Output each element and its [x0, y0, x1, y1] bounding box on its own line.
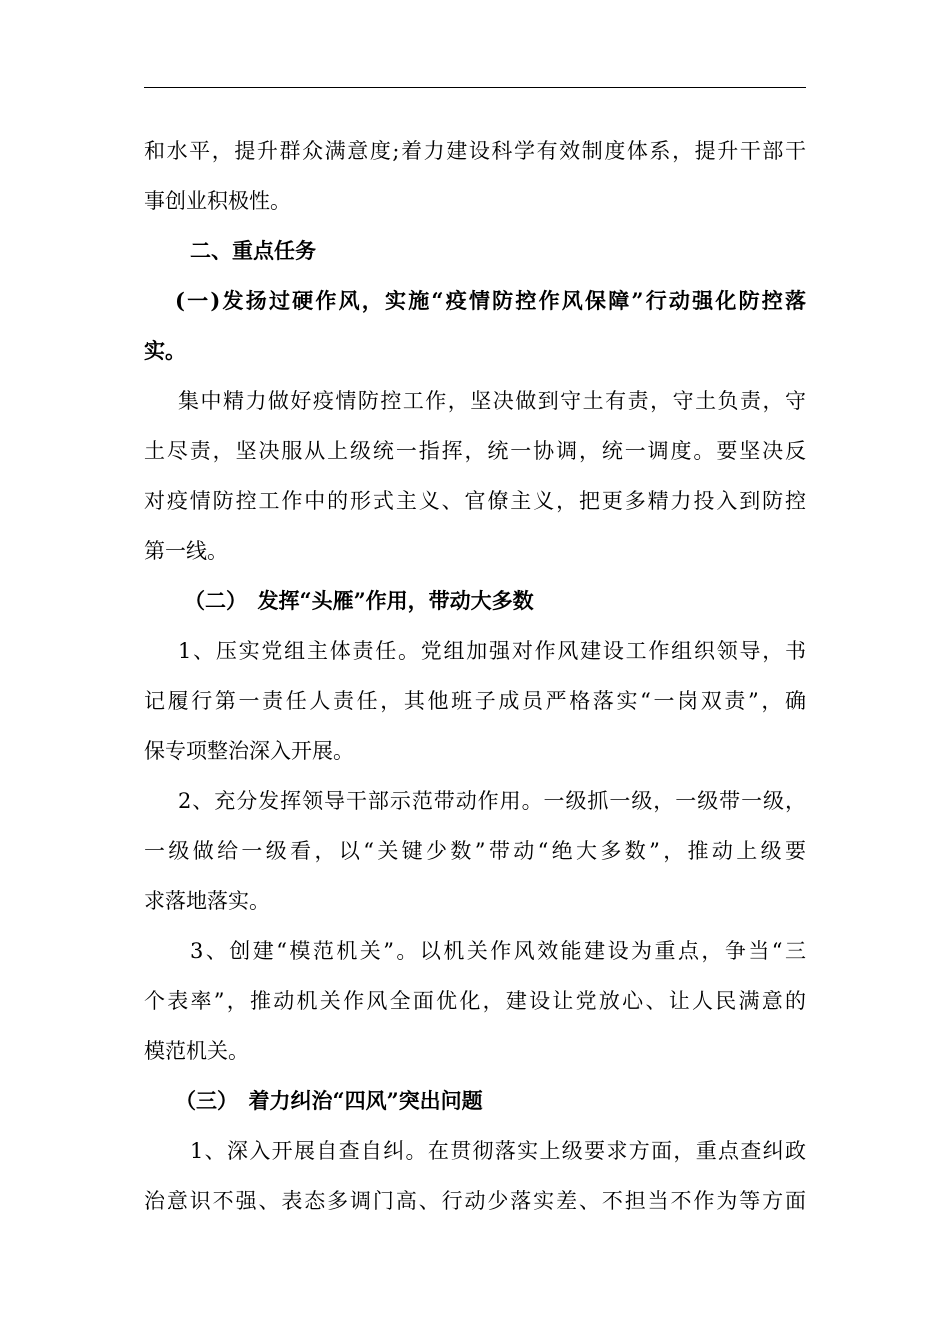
text-line: 集中精力做好疫情防控工作，坚决做到守土有责，守土负责，守 [178, 389, 806, 413]
text-line: 一级做给一级看，以“关键少数”带动“绝大多数”，推动上级要 [144, 839, 806, 863]
document-body [144, 126, 806, 1226]
subsection-heading: （二） 发挥“头雁”作用，带动大多数 [184, 588, 534, 613]
header-rule [144, 87, 806, 88]
text-line: 模范机关。 [144, 1039, 249, 1063]
text-line: 事创业积极性。 [144, 189, 291, 213]
subsection-heading: （三） 着力纠治“四风”突出问题 [175, 1088, 483, 1113]
text-line: 第一线。 [144, 539, 228, 563]
subsection-heading: (一)发扬过硬作风，实施“疫情防控作风保障”行动强化防控落 [175, 288, 806, 313]
text-line: 对疫情防控工作中的形式主义、官僚主义，把更多精力投入到防控 [144, 489, 806, 513]
text-line: 和水平，提升群众满意度;着力建设科学有效制度体系，提升干部干 [144, 139, 806, 163]
section-heading: 二、重点任务 [190, 238, 316, 263]
text-line: 记履行第一责任人责任，其他班子成员严格落实“一岗双责”，确 [144, 689, 806, 713]
text-line: 1、深入开展自查自纠。在贯彻落实上级要求方面，重点查纠政 [190, 1139, 806, 1163]
subsection-heading: 实。 [144, 338, 186, 363]
text-line: 1、压实党组主体责任。党组加强对作风建设工作组织领导，书 [178, 639, 806, 663]
text-line: 3、创建“模范机关”。以机关作风效能建设为重点，争当“三 [190, 939, 806, 963]
text-line: 土尽责，坚决服从上级统一指挥，统一协调，统一调度。要坚决反 [144, 439, 806, 463]
text-line: 保专项整治深入开展。 [144, 739, 354, 763]
text-line: 2、充分发挥领导干部示范带动作用。一级抓一级，一级带一级， [178, 789, 806, 813]
text-line: 求落地落实。 [144, 889, 270, 913]
text-line: 个表率”，推动机关作风全面优化，建设让党放心、让人民满意的 [144, 989, 806, 1013]
text-line: 治意识不强、表态多调门高、行动少落实差、不担当不作为等方面 [144, 1189, 806, 1213]
